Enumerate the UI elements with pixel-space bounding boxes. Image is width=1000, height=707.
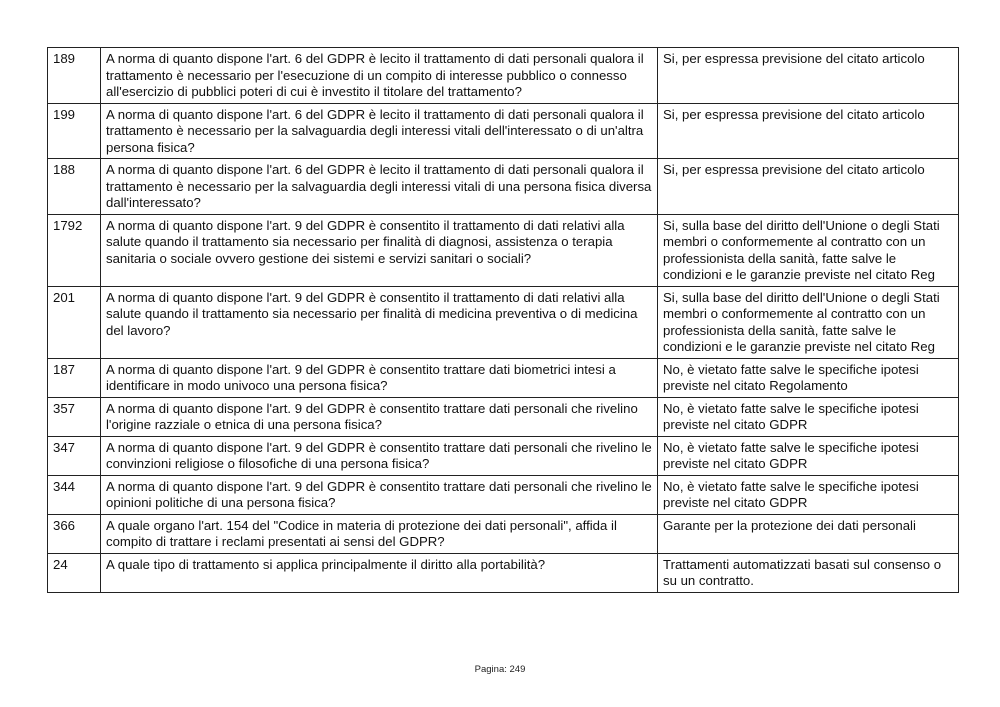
question-id: 1792 [48,214,101,286]
table-row [48,436,959,475]
answer-text: No, è vietato fatte salve le specifiche ipotesi previste nel citato GDPR [658,436,959,475]
question-text: A quale tipo di trattamento si applica principalmente il diritto alla portabilità? [101,553,658,592]
question-text: A norma di quanto dispone l'art. 9 del GDPR è consentito il trattamento di dati relativi alla salute quando il trattamento sia necessario per finalità di diagnosi, assistenza o terapia sanitaria o sociale ovvero gestione dei sistemi e servizi sanitari o sociali? [101,214,658,286]
question-text: A norma di quanto dispone l'art. 9 del GDPR è consentito trattare dati personali che rivelino le convinzioni religiose o filosofiche di una persona fisica? [101,436,658,475]
table-row [48,159,959,215]
question-text: A norma di quanto dispone l'art. 9 del GDPR è consentito trattare dati personali che rivelino le opinioni politiche di una persona fisica? [101,475,658,514]
question-id: 357 [48,397,101,436]
answer-text: Trattamenti automatizzati basati sul consenso o su un contratto. [658,553,959,592]
answer-text: Si, sulla base del diritto dell'Unione o degli Stati membri o conformemente al contratto con un professionista della sanità, fatte salve le condizioni e le garanzie previste nel citato Reg [658,286,959,358]
table-row [48,514,959,553]
question-text: A norma di quanto dispone l'art. 6 del GDPR è lecito il trattamento di dati personali qualora il trattamento è necessario per la salvaguardia degli interessi vitali dell'interessato o di un'altra persona fisica? [101,103,658,159]
answer-text: Si, per espressa previsione del citato articolo [658,103,959,159]
table-row [48,103,959,159]
question-text: A norma di quanto dispone l'art. 9 del GDPR è consentito trattare dati personali che rivelino l'origine razziale o etnica di una persona fisica? [101,397,658,436]
question-id: 188 [48,159,101,215]
answer-text: Si, per espressa previsione del citato articolo [658,48,959,104]
question-id: 366 [48,514,101,553]
question-text: A norma di quanto dispone l'art. 9 del GDPR è consentito trattare dati biometrici intesi a identificare in modo univoco una persona fisica? [101,358,658,397]
question-id: 187 [48,358,101,397]
table-row [48,48,959,104]
answer-text: Garante per la protezione dei dati personali [658,514,959,553]
qa-table [47,47,959,593]
question-id: 189 [48,48,101,104]
answer-text: No, è vietato fatte salve le specifiche ipotesi previste nel citato GDPR [658,475,959,514]
question-id: 24 [48,553,101,592]
table-row [48,286,959,358]
answer-text: Si, sulla base del diritto dell'Unione o degli Stati membri o conformemente al contratto con un professionista della sanità, fatte salve le condizioni e le garanzie previste nel citato Reg [658,214,959,286]
answer-text: No, è vietato fatte salve le specifiche ipotesi previste nel citato GDPR [658,397,959,436]
qa-table-body [48,48,959,593]
table-row [48,475,959,514]
table-row [48,397,959,436]
question-text: A norma di quanto dispone l'art. 9 del GDPR è consentito il trattamento di dati relativi alla salute quando il trattamento sia necessario per finalità di medicina preventiva o di medicina del lavoro? [101,286,658,358]
page-number: Pagina: 249 [474,664,526,675]
question-text: A norma di quanto dispone l'art. 6 del GDPR è lecito il trattamento di dati personali qualora il trattamento è necessario per la salvaguardia degli interessi vitali di una persona fisica diversa dall'interessato? [101,159,658,215]
table-row [48,358,959,397]
answer-text: No, è vietato fatte salve le specifiche ipotesi previste nel citato Regolamento [658,358,959,397]
question-id: 201 [48,286,101,358]
table-row [48,553,959,592]
question-text: A norma di quanto dispone l'art. 6 del GDPR è lecito il trattamento di dati personali qualora il trattamento è necessario per l'esecuzione di un compito di interesse pubblico o connesso all'esercizio di pubblici poteri di cui è investito il titolare del trattamento? [101,48,658,104]
question-id: 199 [48,103,101,159]
table-row [48,214,959,286]
question-id: 344 [48,475,101,514]
question-text: A quale organo l'art. 154 del "Codice in materia di protezione dei dati personali", affida il compito di trattare i reclami presentati ai sensi del GDPR? [101,514,658,553]
question-id: 347 [48,436,101,475]
answer-text: Si, per espressa previsione del citato articolo [658,159,959,215]
